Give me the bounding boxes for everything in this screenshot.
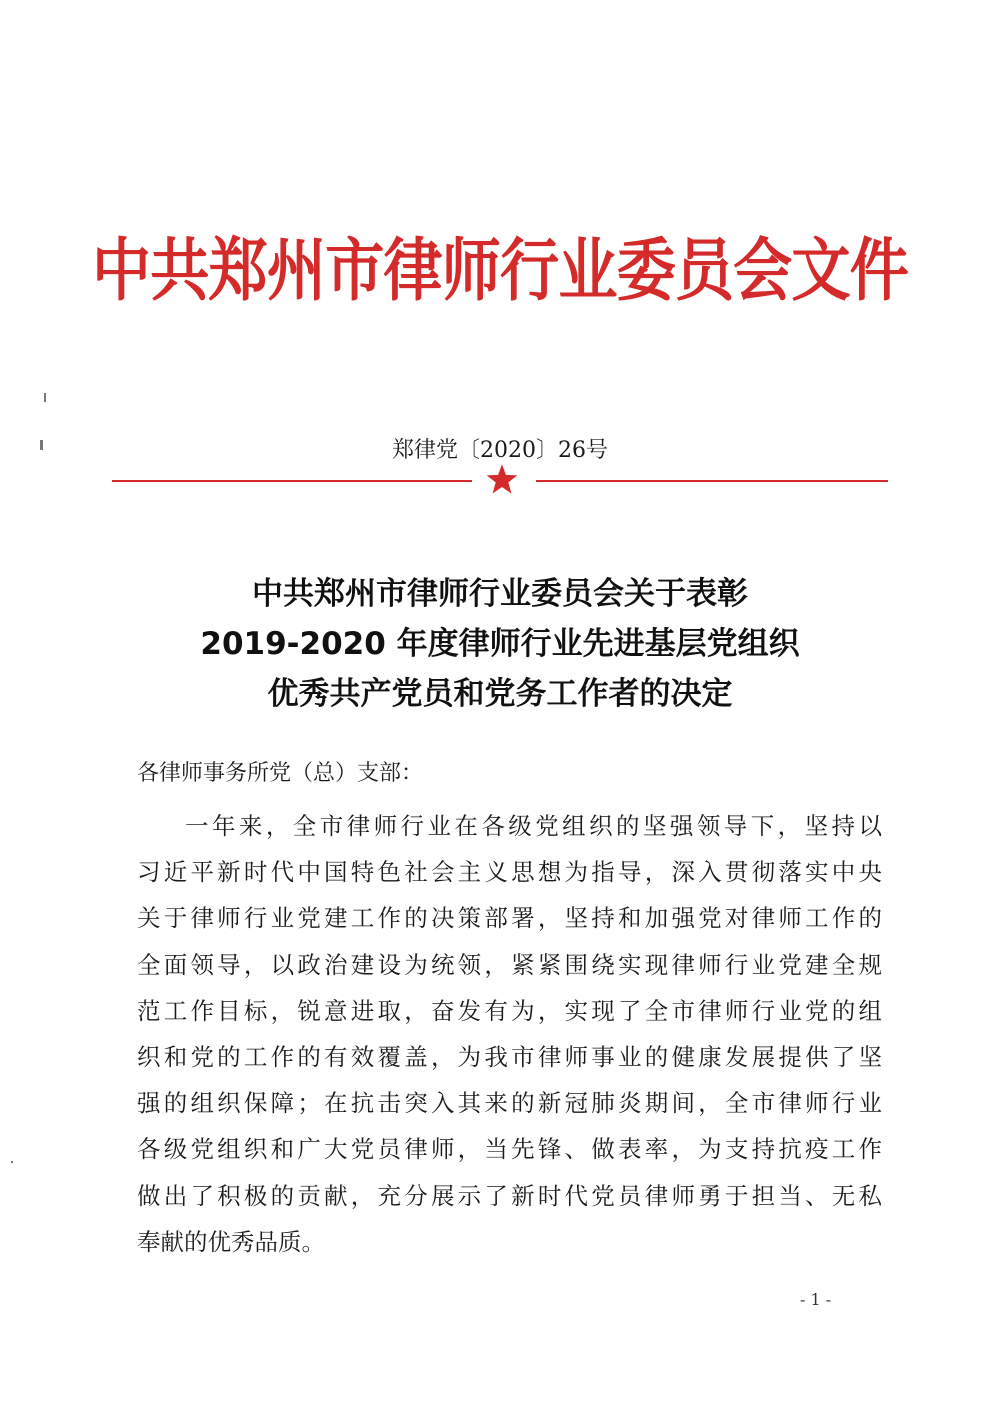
scan-speck xyxy=(44,393,46,402)
body-line: 全面领导，以政治建设为统领，紧紧围绕实现律师行业党建全规 xyxy=(137,950,882,979)
red-divider-left xyxy=(112,480,472,482)
body-paragraph xyxy=(137,803,882,1265)
scan-speck xyxy=(11,1161,13,1163)
body-line: 各级党组织和广大党员律师，当先锋、做表率，为支持抗疫工作 xyxy=(137,1135,882,1164)
body-line: 一年来，全市律师行业在各级党组织的坚强领导下，坚持以 xyxy=(185,812,882,840)
body-line: 奉献的优秀品质。 xyxy=(137,1227,325,1256)
header-title: 中共郑州市律师行业委员会文件 xyxy=(91,232,909,311)
page-number: - 1 - xyxy=(800,1290,832,1309)
body-line: 关于律师行业党建工作的决策部署，坚持和加强党对律师工作的 xyxy=(137,904,882,933)
body-line: 织和党的工作的有效覆盖，为我市律师事业的健康发展提供了坚 xyxy=(137,1042,882,1071)
salutation: 各律师事务所党（总）支部： xyxy=(137,761,424,786)
body-line: 范工作目标，锐意进取，奋发有为，实现了全市律师行业党的组 xyxy=(137,996,882,1025)
body-line: 做出了积极的贡献，充分展示了新时代党员律师勇于担当、无私 xyxy=(137,1181,882,1210)
decision-title-line: 中共郑州市律师行业委员会关于表彰 xyxy=(252,576,748,612)
red-divider-right xyxy=(536,480,888,482)
body-line: 习近平新时代中国特色社会主义思想为指导，深入贯彻落实中央 xyxy=(137,858,882,887)
decision-title xyxy=(0,569,1000,719)
decision-title-line: 优秀共产党员和党务工作者的决定 xyxy=(267,676,733,712)
decision-title-line: 2019-2020 年度律师行业先进基层党组织 xyxy=(200,626,800,662)
document-number: 郑律党〔2020〕26号 xyxy=(392,438,608,463)
red-star-icon xyxy=(484,462,520,498)
body-line: 强的组织保障；在抗击突入其来的新冠肺炎期间，全市律师行业 xyxy=(137,1089,882,1118)
